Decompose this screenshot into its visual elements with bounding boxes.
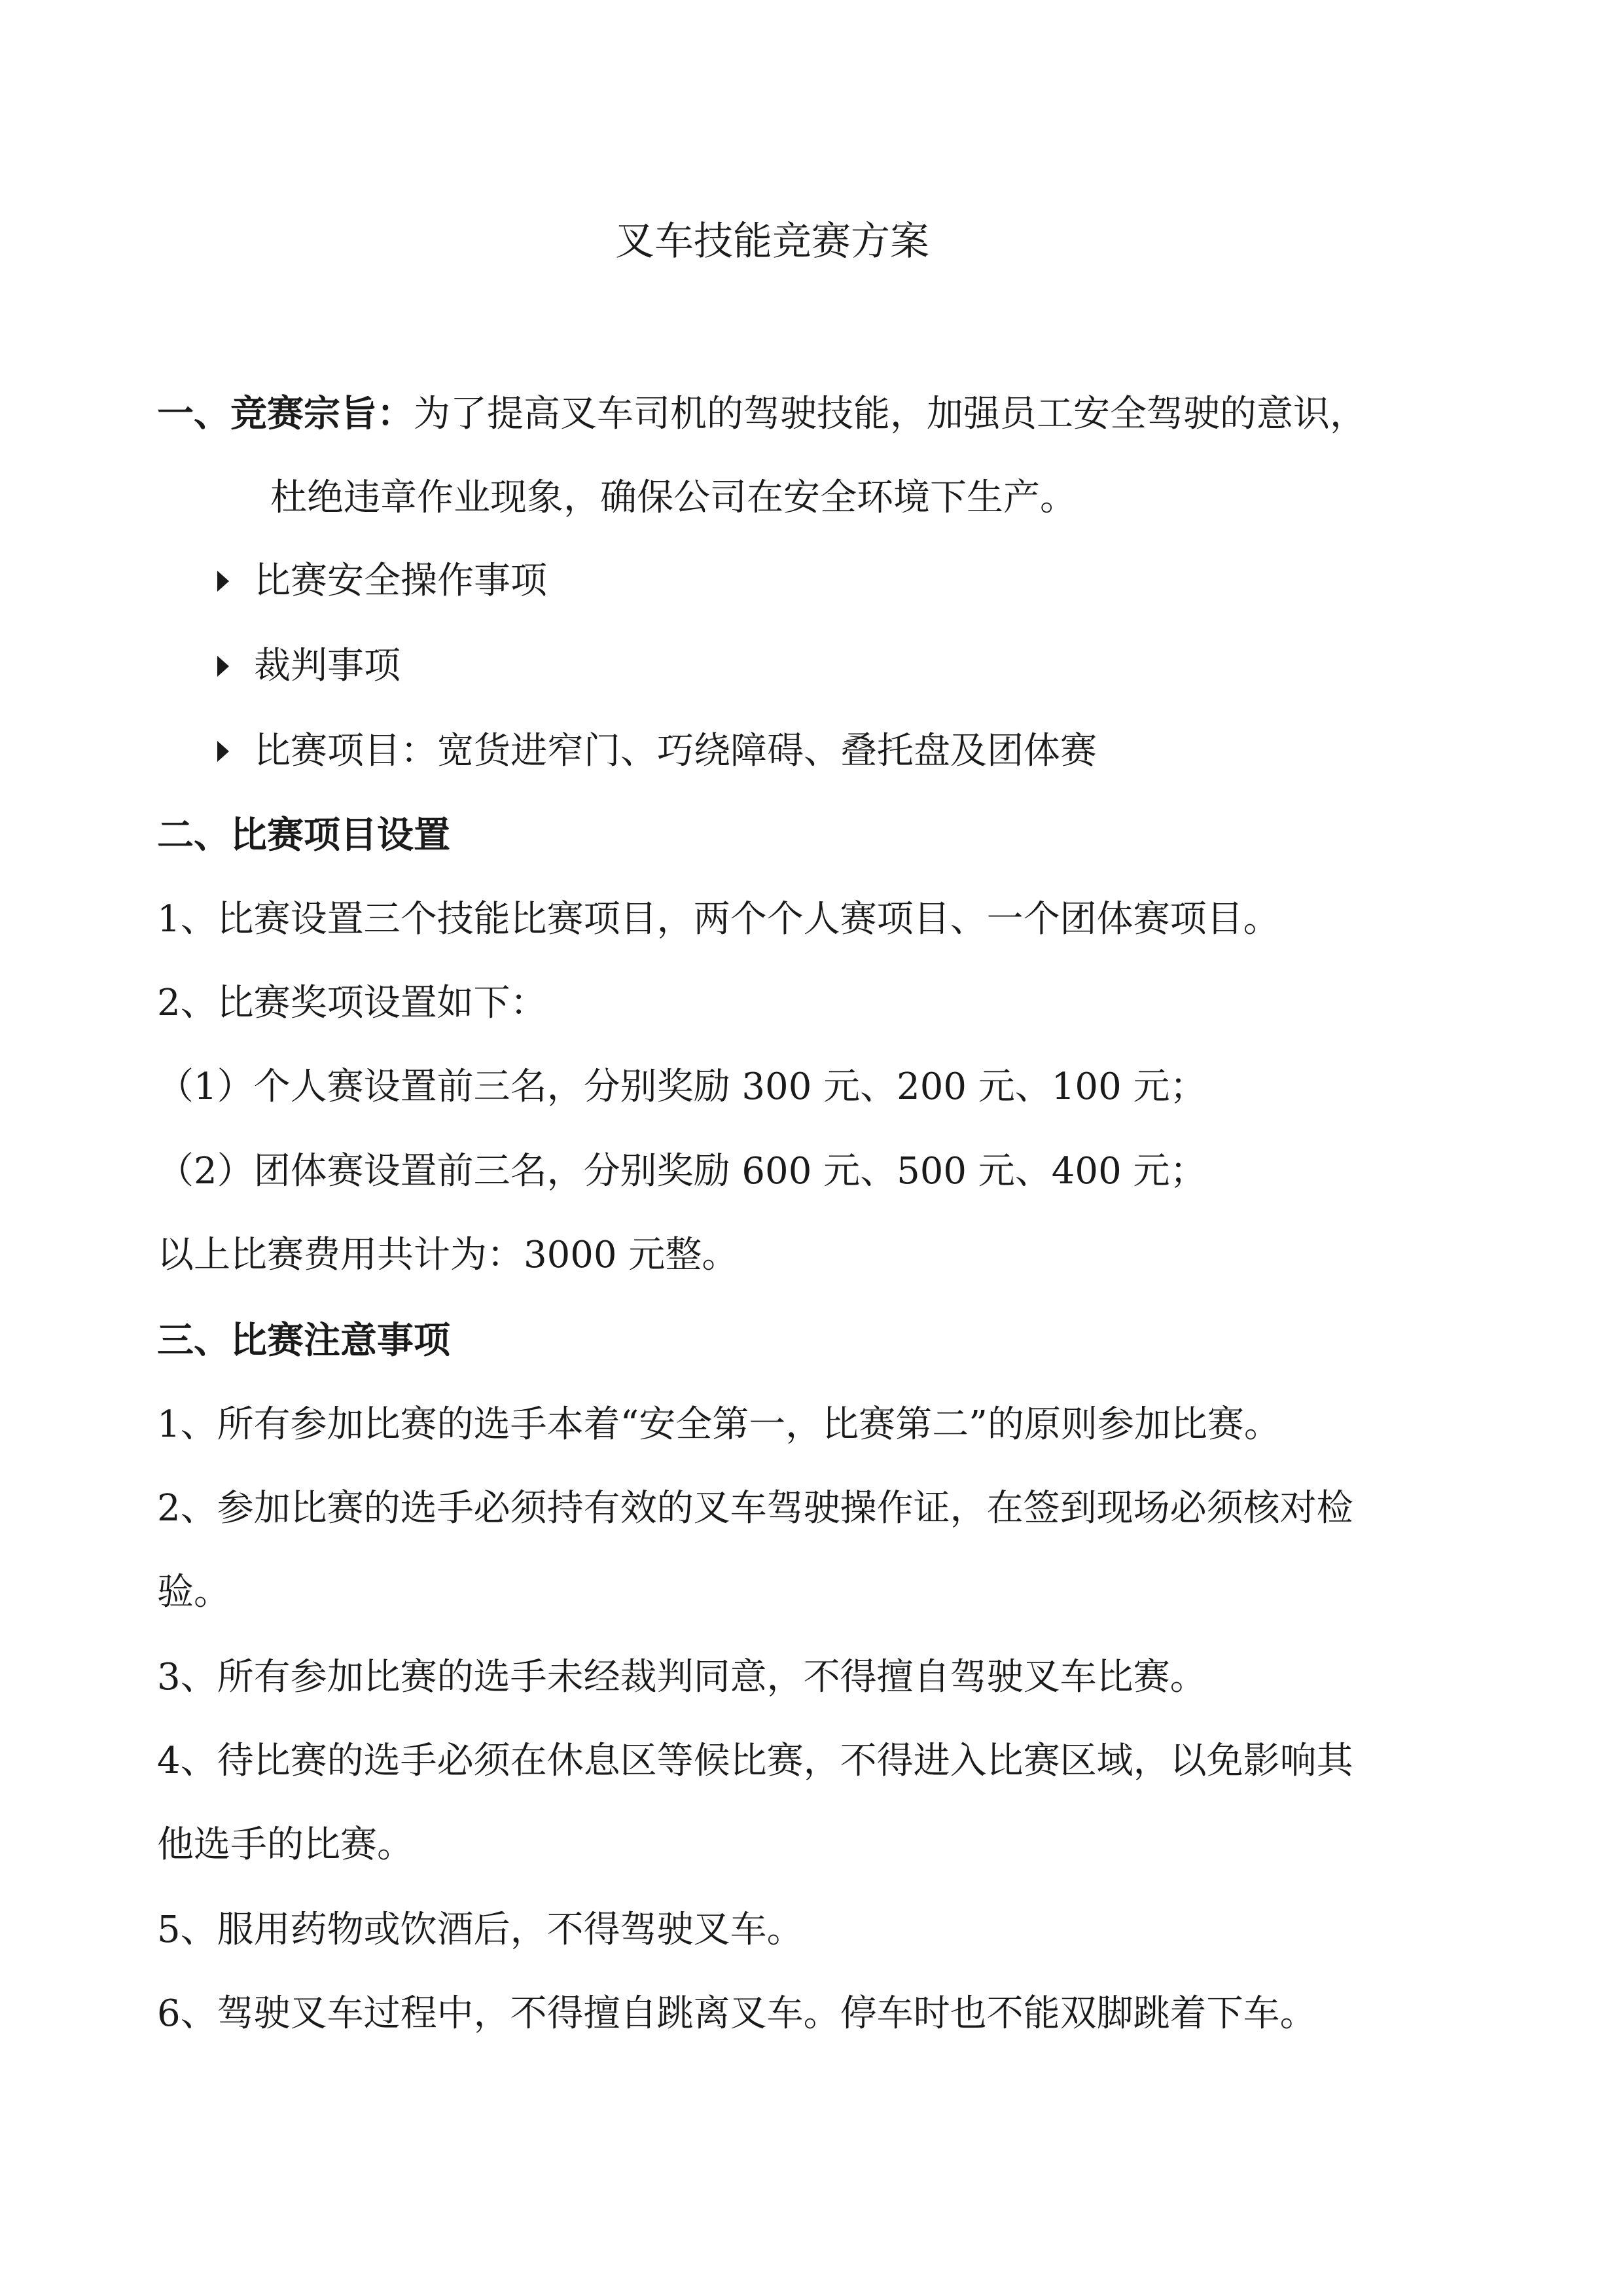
bullet-item: 比赛安全操作事项: [254, 560, 547, 602]
bullet-arrow-icon: [217, 741, 229, 762]
bullet-arrow-icon: [217, 571, 229, 592]
paragraph: 4、待比赛的选手必须在休息区等候比赛，不得进入比赛区域，以免影响其: [157, 1740, 1353, 1782]
document-title: 叉车技能竞赛方案: [615, 219, 929, 264]
paragraph-continued: 验。: [157, 1571, 230, 1613]
paragraph: 1、所有参加比赛的选手本着“安全第一，比赛第二”的原则参加比赛。: [157, 1403, 1281, 1446]
paragraph: 2、参加比赛的选手必须持有效的叉车驾驶操作证，在签到现场必须核对检: [157, 1487, 1353, 1530]
section1-text-continued: 杜绝违章作业现象，确保公司在安全环境下生产。: [270, 476, 1077, 519]
bullet-item: 裁判事项: [254, 645, 401, 687]
paragraph-continued: 他选手的比赛。: [157, 1823, 414, 1866]
bullet-arrow-icon: [217, 656, 229, 677]
paragraph: （2）团体赛设置前三名，分别奖励 600 元、500 元、400 元；: [157, 1150, 1207, 1193]
section2-heading: 二、比赛项目设置: [157, 814, 450, 857]
paragraph: 5、服用药物或饮酒后，不得驾驶叉车。: [157, 1909, 804, 1951]
paragraph: 2、比赛奖项设置如下：: [157, 982, 547, 1024]
paragraph: （1）个人赛设置前三名，分别奖励 300 元、200 元、100 元；: [157, 1066, 1207, 1108]
section1-heading: 一、竞赛宗旨：: [157, 392, 414, 435]
paragraph: 3、所有参加比赛的选手未经裁判同意，不得擅自驾驶叉车比赛。: [157, 1656, 1207, 1698]
paragraph: 1、比赛设置三个技能比赛项目，两个个人赛项目、一个团体赛项目。: [157, 898, 1280, 941]
section1-text: 为了提高叉车司机的驾驶技能，加强员工安全驾驶的意识，: [414, 393, 1366, 435]
paragraph: 6、驾驶叉车过程中，不得擅自跳离叉车。停车时也不能双脚跳着下车。: [157, 1992, 1317, 2035]
paragraph: 以上比赛费用共计为：3000 元整。: [157, 1234, 739, 1276]
section1-first-line: [157, 390, 1366, 438]
bullet-item: 比赛项目：宽货进窄门、巧绕障碍、叠托盘及团体赛: [254, 730, 1097, 772]
section3-heading: 三、比赛注意事项: [157, 1319, 450, 1362]
